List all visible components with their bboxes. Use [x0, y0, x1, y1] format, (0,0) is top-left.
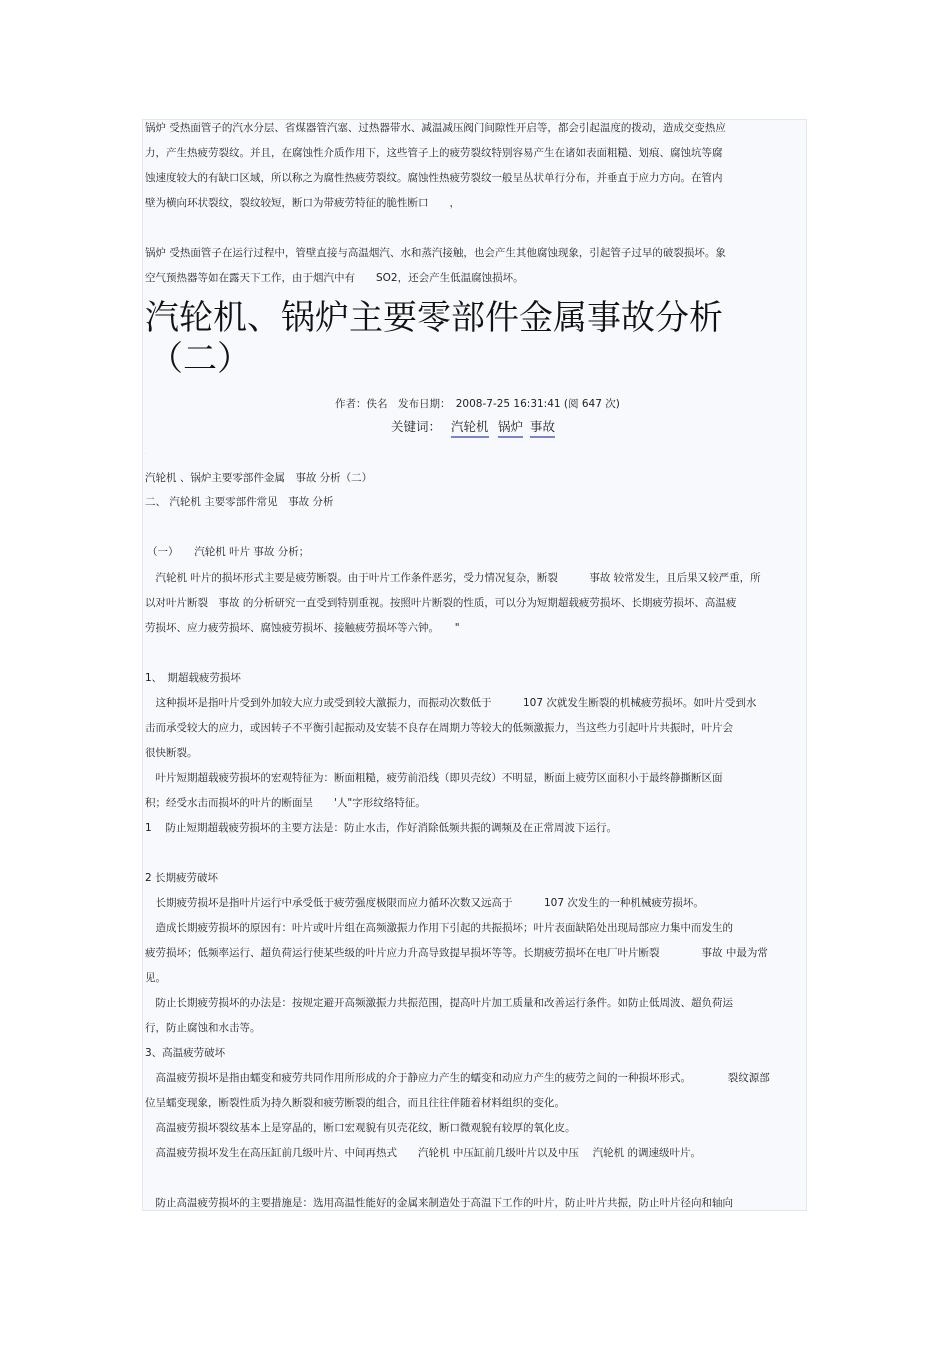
section-heading-3: 3、高温疲劳破坏	[145, 1047, 226, 1059]
body-line-4: 汽轮机 叶片的损坏形式主要是疲劳断裂。由于叶片工作条件恶劣，受力情况复杂，断裂 事故 较常发生，且后果又较严重，所	[145, 572, 761, 584]
body-line-22: 高温疲劳损坏是指由蠕变和疲劳共同作用所形成的介于静应力产生的蠕变和动应力产生的疲劳之间的一种损坏形式。 裂纹源部	[145, 1072, 770, 1084]
intro-paragraph-2-line-2: 空气预热器等如在露天下工作，由于烟汽中有 SO2，还会产生低温腐蚀损坏。	[145, 272, 524, 284]
intro-paragraph-1-line-1: 锅炉 受热面管子的汽水分层、省煤器管汽塞、过热器带水、减温减压阀门间隙性开启等，都会引起温度的拨动，造成交变热应	[145, 122, 726, 134]
intro-paragraph-1-line-2: 力，产生热疲劳裂纹。并且，在腐蚀性介质作用下，这些管子上的疲劳裂纹特别容易产生在诸如表面粗糙、划痕、腐蚀坑等腐	[145, 147, 723, 159]
article-meta: 作者：佚名 发布日期： 2008-7-25 16:31:41 (阅 647 次)	[335, 398, 620, 410]
keywords-label: 关键词：	[391, 419, 442, 434]
body-line-2: 二、 汽轮机 主要零部件常见 事故 分析	[145, 496, 334, 508]
body-line-12: 积；经受水击而损坏的叶片的断面呈 '人"字形纹络特征。	[145, 797, 426, 809]
keyword-link-accident[interactable]: 事故	[530, 419, 555, 438]
body-line-9: 击而承受较大的应力，或因转子不平衡引起振动及安装不良存在周期力等较大的低频激振力，当这些力引起叶片共振时，叶片会	[145, 722, 733, 734]
body-line-17: 疲劳损坏；低频率运行、超负荷运行使某些级的叶片应力升高导致提早损坏等等。长期疲劳损坏在电厂叶片断裂 事故 中最为常	[145, 947, 768, 959]
intro-paragraph-1-line-4: 壁为横向环状裂纹，裂纹较短，断口为带疲劳特征的脆性断口 ，	[145, 197, 460, 209]
body-line-16: 造成长期疲劳损坏的原因有：叶片或叶片组在高频激振力作用下引起的共振损坏；叶片表面缺陷处出现局部应力集中而发生的	[145, 922, 733, 934]
body-line-25: 高温疲劳损坏发生在高压缸前几级叶片、中间再热式 汽轮机 中压缸前几级叶片以及中压 汽轮机 的调速级叶片。	[145, 1147, 702, 1159]
section-heading-2: 2 长期疲劳破坏	[145, 872, 219, 884]
body-line-26: 防止高温疲劳损坏的主要措施是：选用高温性能好的金属来制造处于高温下工作的叶片，防止叶片共振，防止叶片径向和轴向	[145, 1197, 733, 1209]
body-line-24: 高温疲劳损坏裂纹基本上是穿晶的，断口宏观貌有贝壳花纹，断口微观貌有较厚的氧化皮。	[145, 1122, 576, 1134]
article-title-line-1: 汽轮机、锅炉主要零部件金属事故分析	[145, 298, 723, 338]
body-line-1: 汽轮机 、锅炉主要零部件金属 事故 分析（二）	[145, 472, 373, 484]
keyword-link-turbine[interactable]: 汽轮机	[451, 419, 489, 438]
body-line-18: 见。	[145, 972, 166, 984]
document-page	[142, 119, 807, 1211]
separator-dot: ·	[145, 451, 147, 458]
keyword-link-boiler[interactable]: 锅炉	[498, 419, 523, 438]
body-line-11: 叶片短期超载疲劳损坏的宏观特征为：断面粗糙，疲劳前沿线（即贝壳纹）不明显，断面上疲劳区面积小于最终静撕断区面	[145, 772, 723, 784]
body-line-3: （一） 汽轮机 叶片 事故 分析；	[147, 546, 310, 558]
body-line-5: 以对叶片断裂 事故 的分析研究一直受到特别重视。按照叶片断裂的性质，可以分为短期超载疲劳损坏、长期疲劳损坏、高温疲	[145, 597, 737, 609]
body-line-15: 长期疲劳损坏是指叶片运行中承受低于疲劳强度极限而应力循环次数又远高于 107 次发生的一种机械疲劳损坏。	[145, 897, 704, 909]
section-heading-1: 1、 期超载疲劳损坏	[145, 672, 241, 684]
intro-paragraph-1-line-3: 蚀速度较大的有缺口区域，所以称之为腐性热疲劳裂纹。腐蚀性热疲劳裂纹一般呈丛状单行分布，并垂直于应力方向。在管内	[145, 172, 723, 184]
body-line-19: 防止长期疲劳损坏的办法是：按规定避开高频激振力共振范围，提高叶片加工质量和改善运行条件。如防止低周波、超负荷运	[145, 997, 733, 1009]
body-line-8: 这种损坏是指叶片受到外加较大应力或受到较大激振力，而振动次数低于 107 次就发生断裂的机械疲劳损坏。如叶片受到水	[145, 697, 757, 709]
body-line-23: 位呈蠕变现象，断裂性质为持久断裂和疲劳断裂的组合，而且往往伴随着材料组织的变化。	[145, 1097, 565, 1109]
body-line-13: 1 防止短期超载疲劳损坏的主要方法是：防止水击，作好消除低频共振的调频及在正常周波下运行。	[145, 822, 618, 834]
body-line-20: 行，防止腐蚀和水击等。	[145, 1022, 261, 1034]
body-line-10: 很快断裂。	[145, 747, 198, 759]
intro-paragraph-2-line-1: 锅炉 受热面管子在运行过程中，管壁直接与高温烟汽、水和蒸汽接触，也会产生其他腐蚀现象，引起管子过早的破裂损坏。象	[145, 247, 726, 259]
body-line-6: 劳损坏、应力疲劳损坏、腐蚀疲劳损坏、接触疲劳损坏等六钟。 "	[145, 622, 460, 634]
article-title	[145, 298, 723, 380]
article-title-line-2: （二）	[149, 339, 251, 379]
